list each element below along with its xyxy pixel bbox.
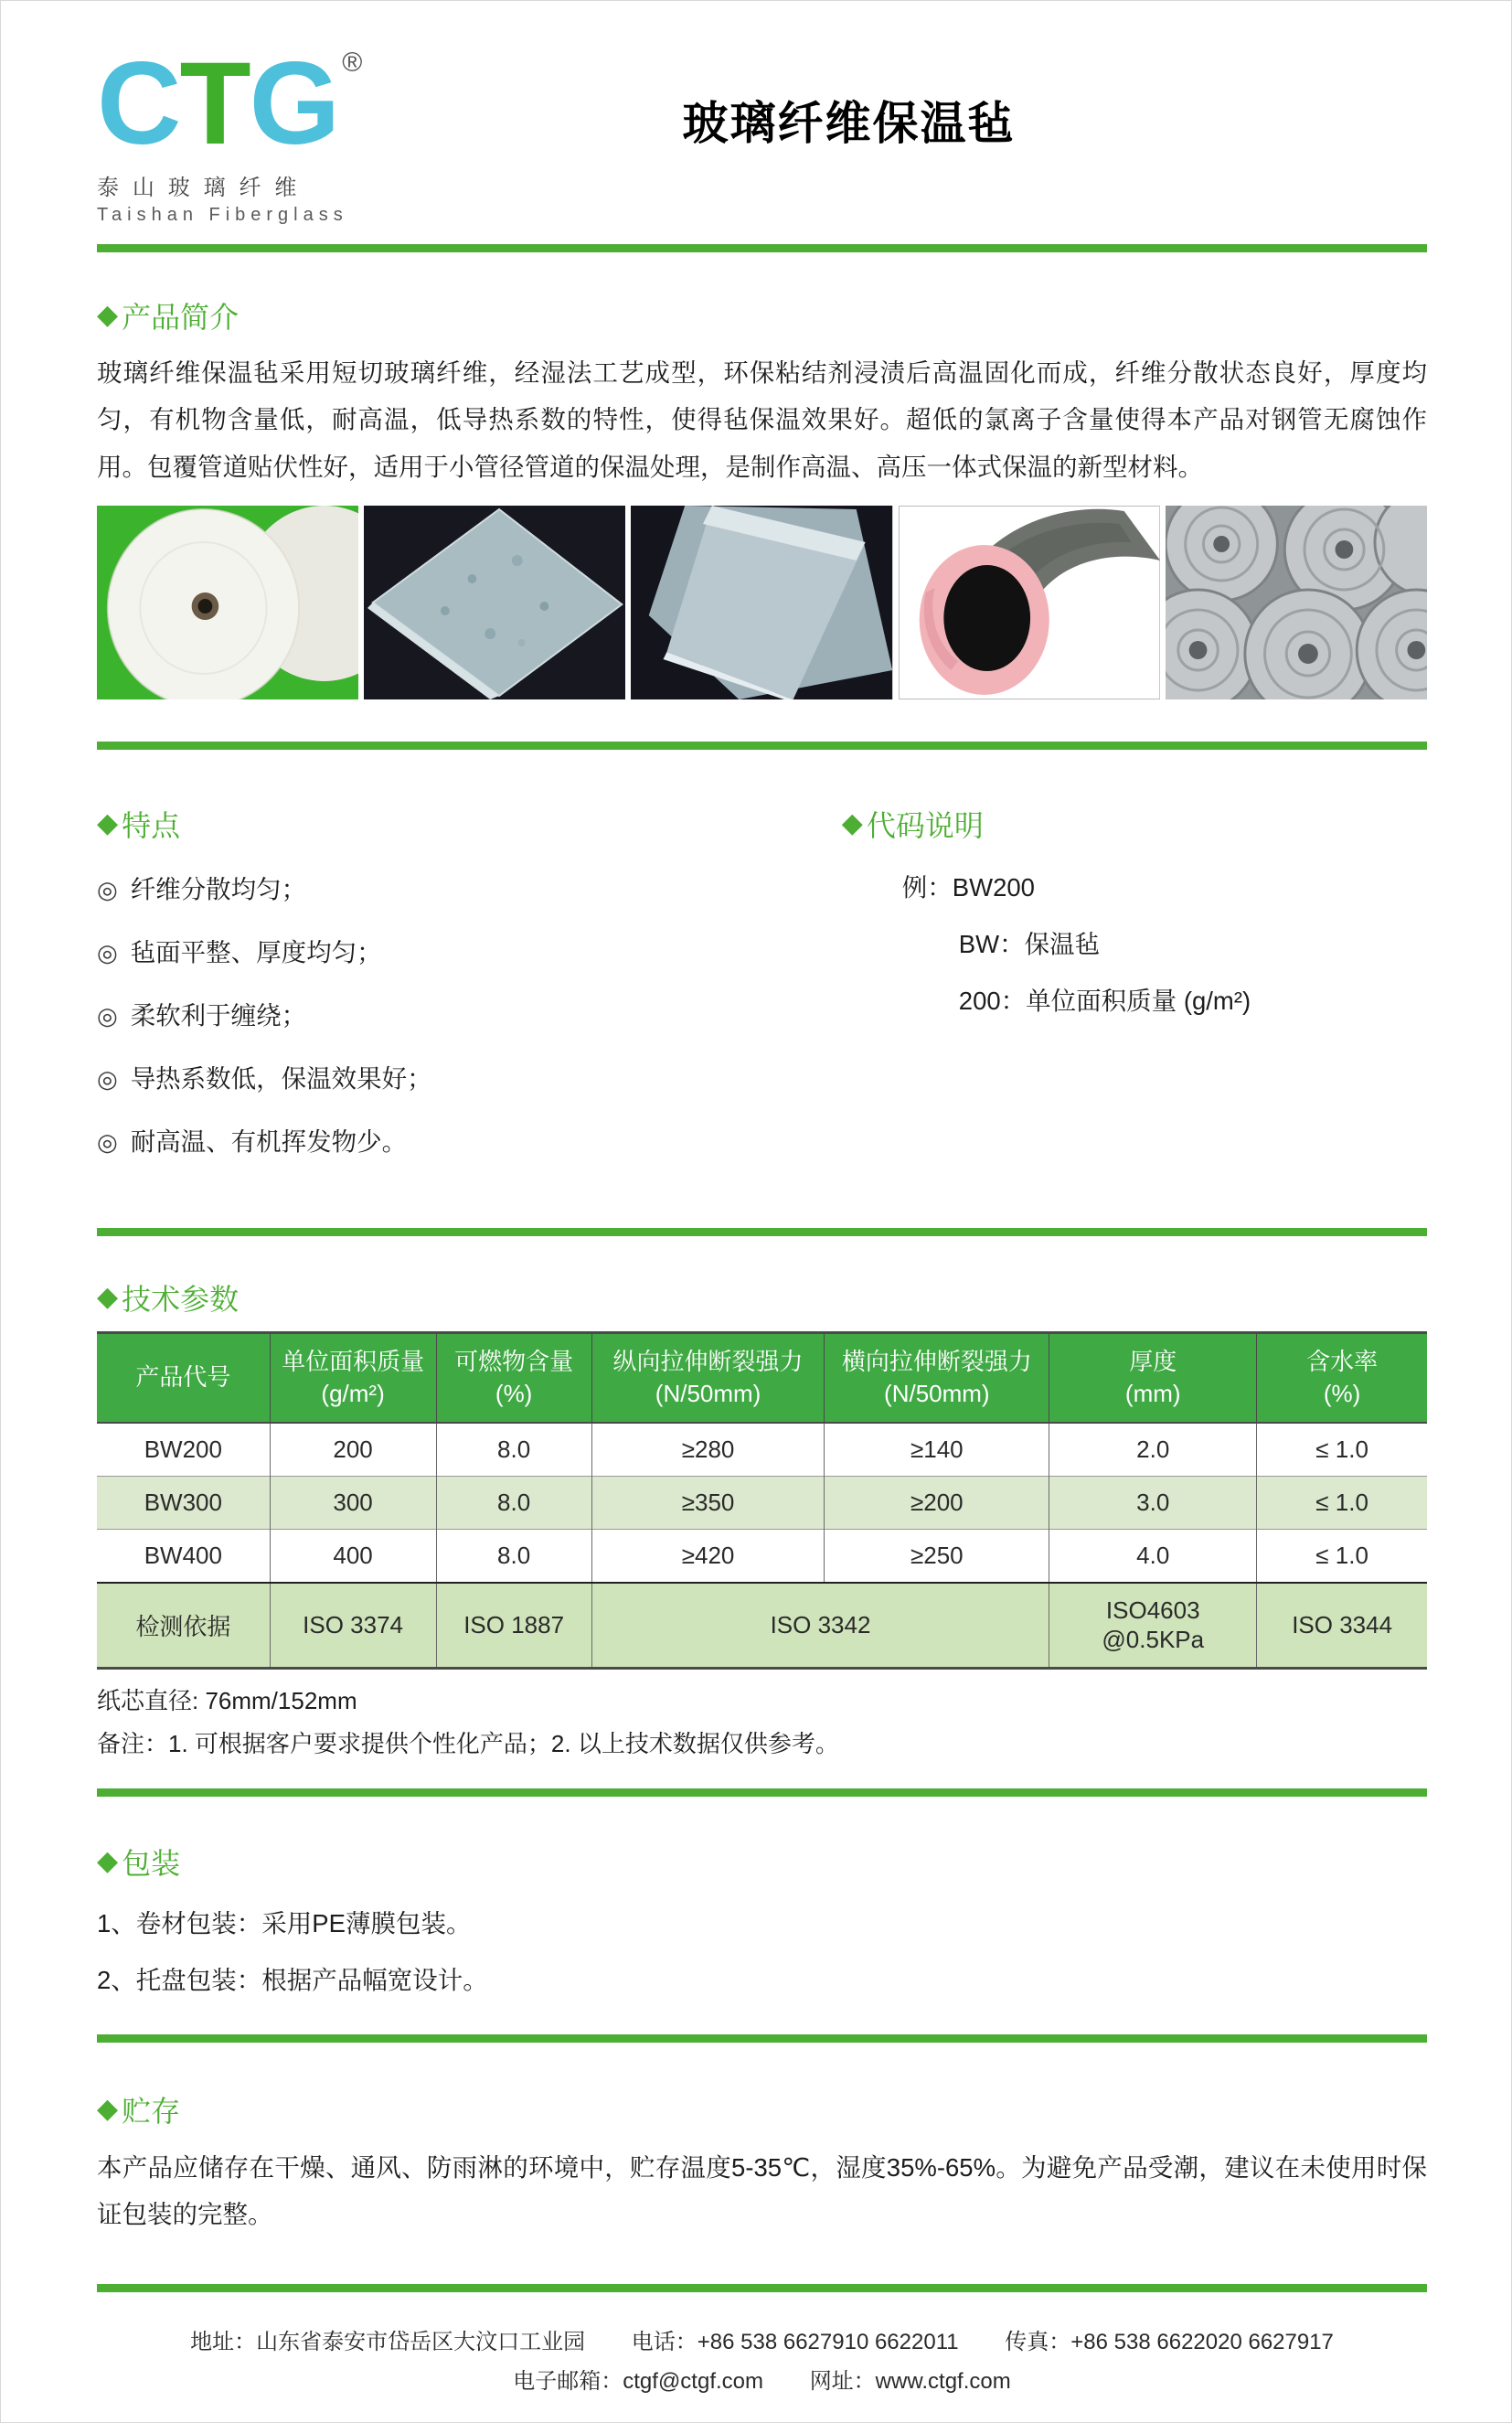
cell: ≤ 1.0 [1257,1476,1427,1529]
code-heading-label: 代码说明 [866,808,984,842]
bullet-icon: ◎ [97,1001,118,1030]
logo-letter-c: C [97,38,180,169]
feature-text: 导热系数低，保温效果好； [130,1063,432,1093]
features-code-section [97,803,1427,1184]
product-photo-foil-felt [364,506,625,699]
storage-heading-label: 贮存 [122,2094,181,2128]
insulated-duct-illustration [899,506,1160,699]
col-header-moisture: 含水率 (%) [1257,1332,1427,1423]
col-header-combustible: 可燃物含量 (%) [436,1332,591,1423]
section-heading-storage [97,2088,1427,2130]
divider-bar [97,2034,1427,2043]
footer-divider-bar [97,2284,1427,2292]
iso-4603-line2: @0.5KPa [1102,1626,1205,1654]
product-photo-felt-rolls [1166,506,1427,699]
packaging-item: 1、卷材包装：采用PE薄膜包装。 [97,1908,472,1937]
product-photo-fiberglass-roll [97,506,358,699]
product-photos-row [97,506,1427,699]
cell: 3.0 [1049,1476,1257,1529]
logo-letter-g: G [249,38,339,169]
feature-list [97,869,842,1158]
page-footer [97,2292,1427,2422]
page-title: 玻璃纤维保温毡 [682,98,1016,149]
cell-test-label: 检测依据 [97,1583,270,1669]
code-200-line: 200：单位面积质量 (g/m²) [958,986,1251,1015]
cell-iso-3374: ISO 3374 [270,1583,436,1669]
cell: BW200 [97,1423,270,1477]
bullet-icon: ◎ [97,1064,118,1093]
table-header-row [97,1332,1427,1423]
cell: ≤ 1.0 [1257,1529,1427,1583]
cell-iso-4603 [1049,1583,1257,1669]
section-heading-intro [97,294,1427,336]
col-header-product-code: 产品代号 [97,1332,270,1423]
footer-contact-row [97,2323,1427,2355]
features-column [97,803,842,1184]
remarks-note: 备注：1. 可根据客户要求提供个性化产品；2. 以上技术数据仅供参考。 [97,1729,839,1757]
cell: ≥350 [591,1476,825,1529]
diamond-icon: ◆ [97,808,119,839]
feature-text: 柔软利于缠绕； [130,1000,307,1030]
code-column [842,803,1427,1184]
cell: BW400 [97,1529,270,1583]
logo-english-name: Taishan Fiberglass [97,204,348,225]
table-row-bw300 [97,1476,1427,1529]
feature-text: 耐高温、有机挥发物少。 [130,1126,408,1156]
cell: 8.0 [436,1529,591,1583]
cell: 8.0 [436,1476,591,1529]
cell: 2.0 [1049,1423,1257,1477]
product-photo-felt-sheets [631,506,892,699]
table-row-bw200 [97,1423,1427,1477]
felt-rolls-illustration [1166,506,1427,699]
intro-heading-label: 产品简介 [122,300,240,334]
cell-iso-3342: ISO 3342 [591,1583,1049,1669]
divider-bar [97,1788,1427,1797]
cell: 4.0 [1049,1529,1257,1583]
footer-email: 电子邮箱：ctgf@ctgf.com [513,2368,764,2394]
cell: ≥420 [591,1529,825,1583]
col-header-area-mass: 单位面积质量 (g/m²) [270,1332,436,1423]
section-heading-code [842,803,1427,845]
section-heading-tech [97,1276,1427,1318]
cell-iso-1887: ISO 1887 [436,1583,591,1669]
iso-4603-line1: ISO4603 [1105,1596,1200,1624]
footer-website: 网址：www.ctgf.com [809,2368,1011,2394]
col-header-tensile-cd: 横向拉伸断裂强力 (N/50mm) [825,1332,1049,1423]
diamond-icon: ◆ [841,808,863,839]
registered-trademark-icon: ® [342,48,361,78]
felt-sheets-illustration [631,506,892,699]
diamond-icon: ◆ [97,300,119,331]
divider-bar [97,742,1427,750]
ctg-logo-icon [97,38,361,169]
fiberglass-roll-illustration [97,506,358,699]
diamond-icon: ◆ [97,1846,119,1877]
feature-text: 纤维分散均匀； [130,874,307,903]
code-bw-line: BW：保温毡 [958,929,1101,958]
section-heading-features [97,803,842,845]
cell: ≥140 [825,1423,1049,1477]
table-row-test-standards [97,1583,1427,1669]
diamond-icon: ◆ [97,1282,119,1313]
section-heading-packaging [97,1841,1427,1883]
cell: 200 [270,1423,436,1477]
logo-chinese-name: 泰山玻璃纤维 [97,175,311,200]
cell: ≥250 [825,1529,1049,1583]
footer-phone: 电话：+86 538 6627910 6622011 [631,2329,959,2354]
footer-web-row [97,2363,1427,2395]
cell: 8.0 [436,1423,591,1477]
feature-item [97,932,842,968]
footer-fax: 传真：+86 538 6622020 6627917 [1005,2329,1334,2354]
company-logo [97,38,380,226]
bullet-icon: ◎ [97,1127,118,1156]
tech-heading-label: 技术参数 [122,1282,240,1316]
product-photo-insulated-duct [899,506,1160,699]
cell: 300 [270,1476,436,1529]
page-header [97,1,1427,226]
feature-item [97,1121,842,1158]
footer-address: 地址：山东省泰安市岱岳区大汶口工业园 [190,2329,586,2354]
feature-item [97,995,842,1031]
title-area [380,48,1427,153]
tech-parameters-table [97,1331,1427,1670]
packaging-heading-label: 包装 [122,1846,181,1880]
bullet-icon: ◎ [97,938,118,966]
divider-bar [97,244,1427,252]
core-diameter-note: 纸芯直径: 76mm/152mm [97,1686,357,1714]
divider-bar [97,1228,1427,1236]
col-header-tensile-md: 纵向拉伸断裂强力 (N/50mm) [591,1332,825,1423]
code-example-line: 例：BW200 [901,872,1035,902]
packaging-item: 2、托盘包装：根据产品幅宽设计。 [97,1965,488,1994]
feature-item [97,1058,842,1094]
cell-iso-3344: ISO 3344 [1257,1583,1427,1669]
feature-item [97,869,842,905]
cell: BW300 [97,1476,270,1529]
cell: 400 [270,1529,436,1583]
cell: ≥200 [825,1476,1049,1529]
features-heading-label: 特点 [122,808,181,842]
feature-text: 毡面平整、厚度均匀； [130,937,382,966]
code-explanation [842,867,1427,1017]
bullet-icon: ◎ [97,875,118,903]
diamond-icon: ◆ [97,2094,119,2125]
intro-paragraph: 玻璃纤维保温毡采用短切玻璃纤维，经湿法工艺成型，环保粘结剂浸渍后高温固化而成，纤维分散状态良好，厚度均匀，有机物含量低，耐高温，低导热系数的特性，使得毡保温效果好。超低的氯离子含量使得本产品对钢管无腐蚀作用。包覆管道贴伏性好，适用于小管径管道的保温处理，是制作高温、高压一体式保温的新型材料。 [97,358,1427,481]
logo-letter-t: T [179,38,250,169]
foil-felt-illustration [364,506,625,699]
table-row-bw400 [97,1529,1427,1583]
cell: ≤ 1.0 [1257,1423,1427,1477]
cell: ≥280 [591,1423,825,1477]
storage-paragraph: 本产品应储存在干燥、通风、防雨淋的环境中，贮存温度5-35℃，湿度35%-65%。为避免产品受潮，建议在未使用时保证包装的完整。 [97,2152,1427,2228]
col-header-thickness: 厚度 (mm) [1049,1332,1257,1423]
